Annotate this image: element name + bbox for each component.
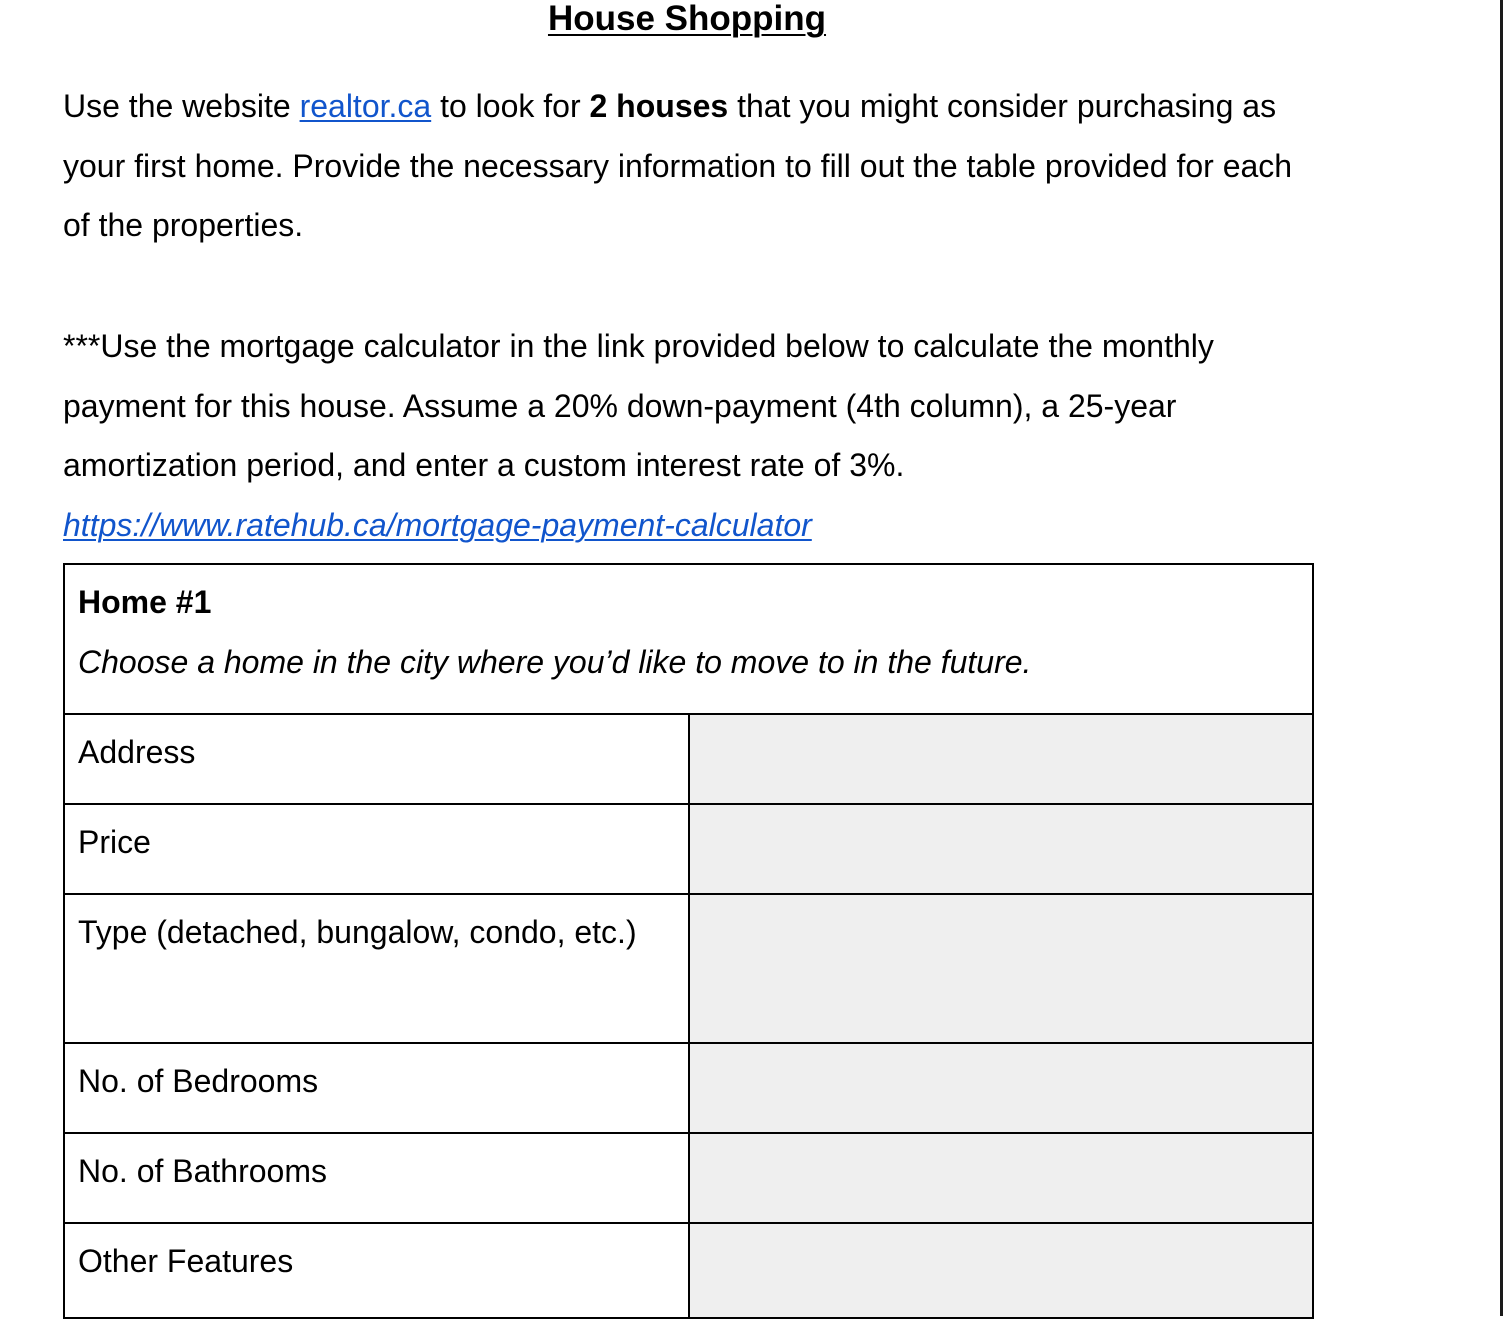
table-row	[64, 714, 1313, 804]
table-row	[64, 1133, 1313, 1223]
bathrooms-label: No. of Bathrooms	[64, 1133, 689, 1223]
bedrooms-value-field[interactable]	[689, 1043, 1314, 1133]
home-1-table	[63, 563, 1314, 1319]
mortgage-note: ***Use the mortgage calculator in the link provided below to calculate the monthly payment for this house. Assume a 20% down-payment (4th column), a 25-year amortization period, and enter a custom interest rate of 3%.	[63, 328, 1214, 484]
table-row	[64, 804, 1313, 894]
table-header-cell	[64, 564, 1313, 714]
table-header-row	[64, 564, 1313, 714]
type-value-field[interactable]	[689, 894, 1314, 1043]
calculator-link-line	[63, 496, 812, 556]
table-row	[64, 1043, 1313, 1133]
address-label: Address	[64, 714, 689, 804]
bedrooms-label: No. of Bedrooms	[64, 1043, 689, 1133]
bathrooms-value-field[interactable]	[689, 1133, 1314, 1223]
price-value-field[interactable]	[689, 804, 1314, 894]
table-row	[64, 894, 1313, 1043]
intro-text-1: Use the website	[63, 88, 300, 124]
home-heading: Home #1	[78, 584, 212, 620]
intro-text-2: to look for	[431, 88, 590, 124]
realtor-link[interactable]: realtor.ca	[299, 88, 432, 124]
intro-text-3: that you might consider purchasing as your first home. Provide the necessary information to fill out the table provided for each of the properties.	[63, 88, 1293, 244]
type-label: Type (detached, bungalow, condo, etc.)	[64, 894, 689, 1043]
page-title: House Shopping	[547, 0, 827, 38]
home-instruction: Choose a home in the city where you’d like to move to in the future.	[78, 643, 1032, 680]
address-value-field[interactable]	[689, 714, 1314, 804]
price-label: Price	[64, 804, 689, 894]
other-features-value-field[interactable]	[689, 1223, 1314, 1318]
table-row	[64, 1223, 1313, 1318]
other-features-label: Other Features	[64, 1223, 689, 1318]
calculator-link[interactable]: https://www.ratehub.ca/mortgage-payment-calculator	[63, 507, 812, 543]
intro-bold-text: 2 houses	[589, 88, 729, 124]
page-edge-divider	[1500, 0, 1512, 1316]
intro-paragraph	[63, 77, 1323, 256]
